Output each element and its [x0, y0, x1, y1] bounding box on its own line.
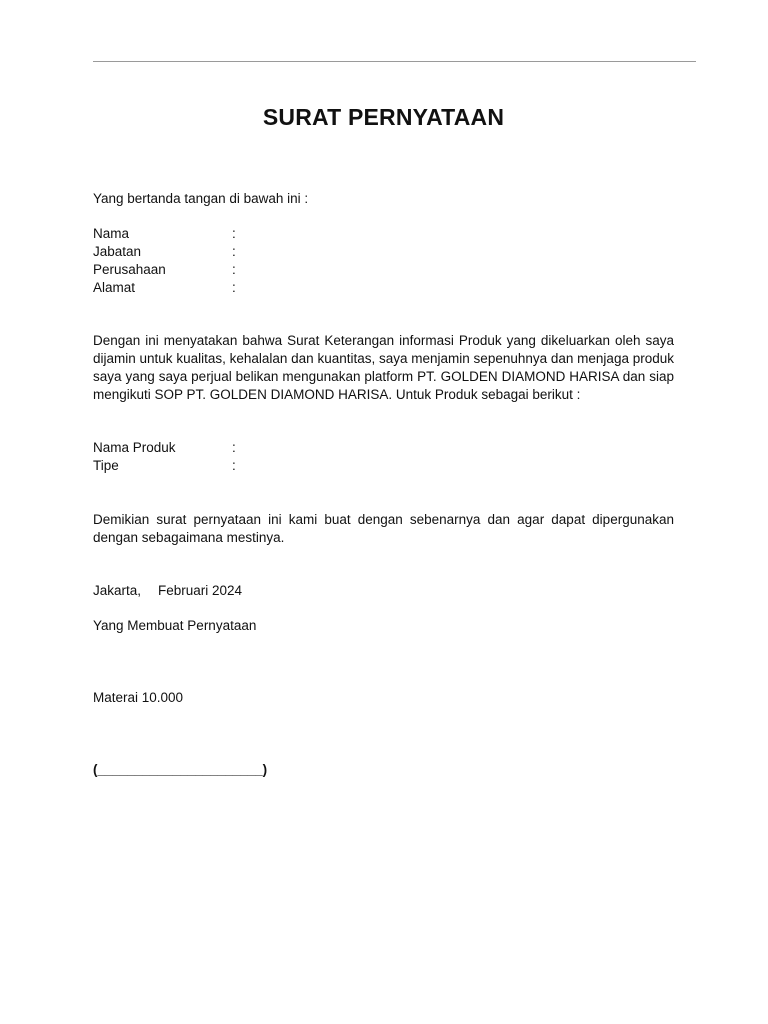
field-label: Jabatan [93, 244, 142, 259]
document-title: SURAT PERNYATAAN [262, 104, 505, 130]
field-label: Nama Produk [93, 440, 176, 455]
field-colon: : [232, 262, 236, 277]
field-colon: : [232, 226, 236, 241]
place-date [93, 582, 242, 600]
field-label: Perusahaan [93, 262, 166, 277]
field-colon: : [232, 244, 236, 259]
place-text: Jakarta, [93, 583, 142, 598]
intro-text: Yang bertanda tangan di bawah ini : [93, 191, 309, 206]
statement-paragraph: Dengan ini menyatakan bahwa Surat Keterangan informasi Produk yang dikeluarkan oleh saya dijamin untuk kualitas, kehalalan dan kuantitas, saya menjamin sepenuhnya dan menjaga produk saya yang saya perjual belikan mengunakan platform PT. GOLDEN DIAMOND HARISA dan siap mengikuti SOP PT. GOLDEN DIAMOND HARISA. Untuk Produk sebagai berikut : [93, 333, 674, 402]
field-colon: : [232, 280, 236, 295]
signer-label: Yang Membuat Pernyataan [93, 618, 257, 633]
field-label: Tipe [93, 458, 119, 473]
closing-paragraph: Demikian surat pernyataan ini kami buat dengan sebenarnya dan agar dapat dipergunakan dengan sebagaimana mestinya. [93, 512, 674, 545]
date-text: Februari 2024 [158, 583, 243, 598]
signature-line: (______________________) [93, 762, 268, 777]
field-colon: : [232, 458, 236, 473]
field-colon: : [232, 440, 236, 455]
header-divider [93, 61, 696, 62]
field-label: Nama [93, 226, 130, 241]
stamp-note: Materai 10.000 [93, 690, 184, 705]
field-label: Alamat [93, 280, 136, 295]
